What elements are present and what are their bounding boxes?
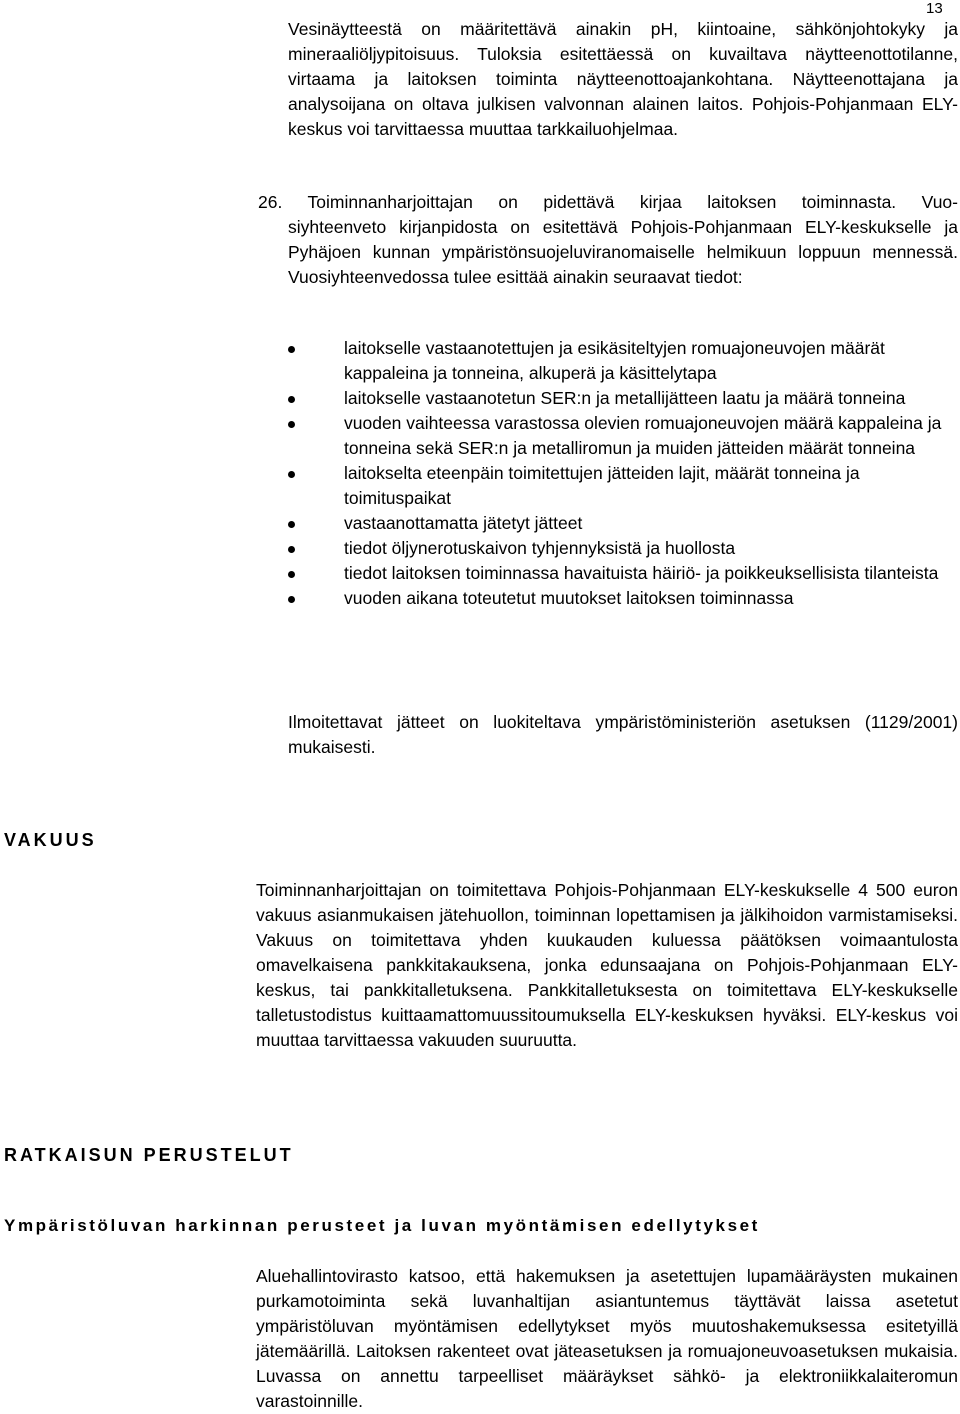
list-item: tiedot öljynerotuskaivon tyhjennyksistä ja huollosta: [288, 536, 958, 561]
list-item: vastaanottamatta jätetyt jätteet: [288, 511, 958, 536]
list-item: laitokselle vastaanotettujen ja esikäsiteltyjen romuajoneuvojen määrät kappaleina ja tonneina, alkuperä ja käsittelytapa: [288, 336, 958, 386]
paragraph-waste-classification: Ilmoitettavat jätteet on luokiteltava ympäristöministeriön asetuksen (1129/2001) mukaisesti.: [288, 712, 958, 757]
list-item: vuoden aikana toteutetut muutokset laitoksen toiminnassa: [288, 586, 958, 611]
report-contents-list: [288, 336, 958, 611]
item-26-first-line: [258, 190, 958, 215]
list-item: laitokselta eteenpäin toimitettujen jätteiden lajit, määrät tonneina ja toimituspaikat: [288, 461, 958, 511]
item-26-text: 26. Toiminnanharjoittajan on pidettävä kirjaa laitoksen toiminnasta. Vuo-: [258, 192, 958, 212]
item-26-continuation: siyhteenveto kirjanpidosta on esitettävä Pohjois-Pohjanmaan ELY-keskukselle ja Pyhäjoen kunnan ympäristönsuojeluviranomaiselle helmikuun loppuun mennessä. Vuosiyhteenvedossa tulee esittää ainakin seuraavat tiedot:: [288, 217, 958, 287]
paragraph-permit-grounds: Aluehallintovirasto katsoo, että hakemuksen ja asetettujen lupamääräysten mukainen purkamotoiminta sekä luvanhaltijan asiantuntemus täyttävät laissa asetetut ympäristöluvan myöntämisen edellytykset myös muutoshakemuksessa esitetyillä jätemäärillä. Laitoksen rakenteet ovat jäteasetuksen ja romuajoneuvoasetuksen mukaisia. Luvassa on annettu tarpeelliset määräykset sähkö- ja elektroniikkalaiteromun varastoinnille.: [256, 1266, 958, 1411]
bullet-icon: [288, 421, 295, 428]
list-item: laitokselle vastaanotetun SER:n ja metallijätteen laatu ja määrä tonneina: [288, 386, 958, 411]
bullet-icon: [288, 546, 295, 553]
subheading-permit-grounds: Ympäristöluvan harkinnan perusteet ja luvan myöntämisen edellytykset: [4, 1216, 760, 1235]
bullet-icon: [288, 596, 295, 603]
page-number: 13: [926, 0, 943, 17]
bullet-icon: [288, 471, 295, 478]
bullet-icon: [288, 521, 295, 528]
list-item: tiedot laitoksen toiminnassa havaituista häiriö- ja poikkeuksellisista tilanteista: [288, 561, 958, 586]
paragraph-vakuus: Toiminnanharjoittajan on toimitettava Pohjois-Pohjanmaan ELY-keskukselle 4 500 euron vakuus asianmukaisen jätehuollon, toiminnan lopettamisen ja jälkihoidon varmistamiseksi. Vakuus on toimitettava yhden kuukauden kuluessa päätöksen voimaantulosta omavelkaisena pankkitakauksena, jonka edunsaajana on Pohjois-Pohjanmaan ELY-keskus, tai pankkitalletuksena. Pankkitalletuksesta on toimitettava ELY-keskukselle talletustodistus kuittaamattomuussitoumuksella ELY-keskuksen hyväksi. ELY-keskus voi muuttaa tarvittaessa vakuuden suuruutta.: [256, 880, 958, 1050]
bullet-icon: [288, 571, 295, 578]
paragraph-water-sample: Vesinäytteestä on määritettävä ainakin pH, kiintoaine, sähkönjohtokyky ja mineraaliöljypitoisuus. Tuloksia esitettäessä on kuvailtava näytteenottotilanne, virtaama ja laitoksen toiminta näytteenottoajankohtana. Näytteenottajana ja analysoijana on oltava julkisen valvonnan alainen laitos. Pohjois-Pohjanmaan ELY-keskus voi tarvittaessa muuttaa tarkkailuohjelmaa.: [288, 19, 958, 139]
section-heading-ratkaisu: RATKAISUN PERUSTELUT: [4, 1145, 294, 1165]
bullet-icon: [288, 346, 295, 353]
bullet-icon: [288, 396, 295, 403]
list-item: vuoden vaihteessa varastossa olevien romuajoneuvojen määrä kappaleina ja tonneina sekä SER:n ja metalliromun ja muiden jätteiden määrät tonneina: [288, 411, 958, 461]
section-heading-vakuus: VAKUUS: [4, 830, 97, 850]
